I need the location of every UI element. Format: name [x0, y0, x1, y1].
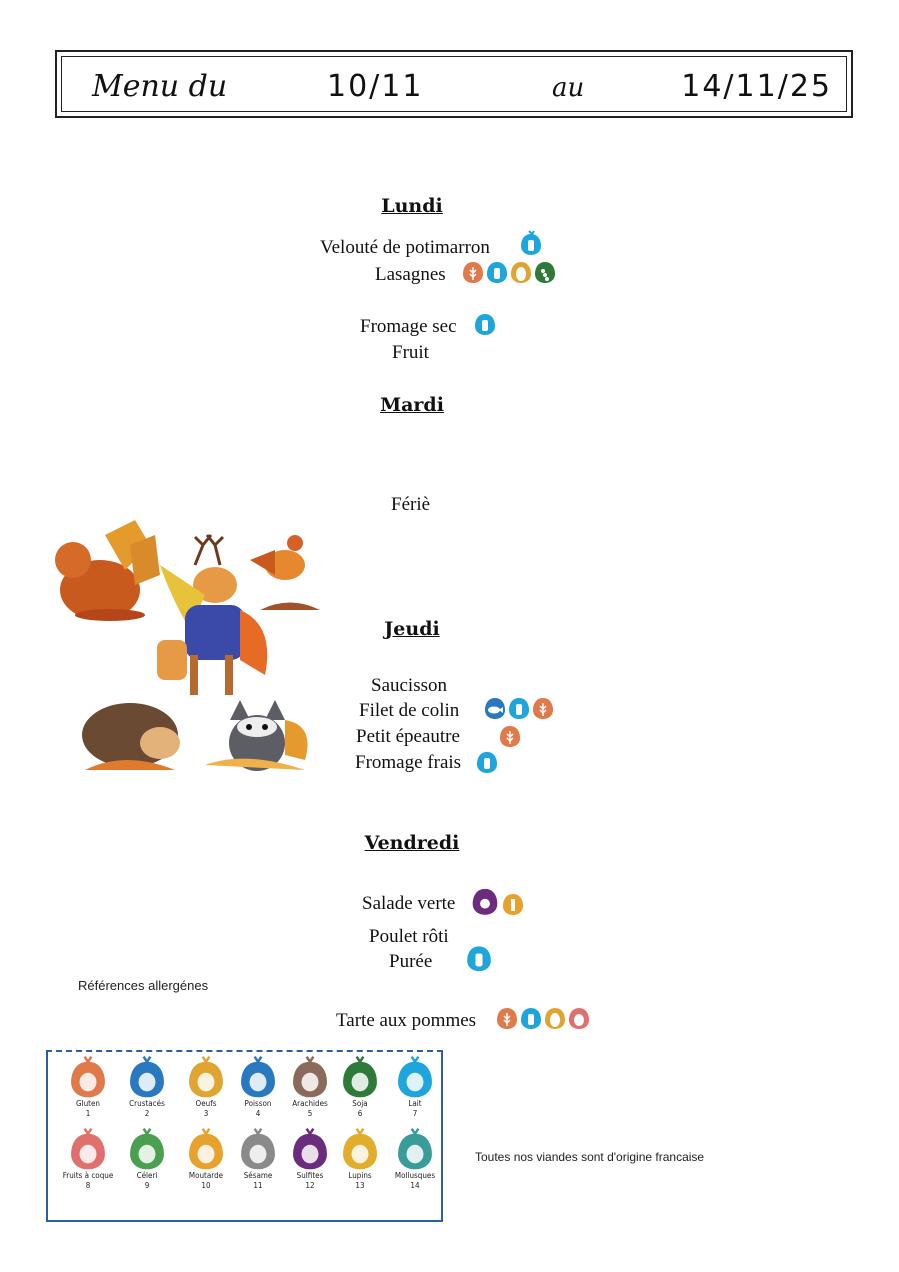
legend-item-lupins [330, 1127, 390, 1191]
gluten-icon [532, 694, 554, 720]
day-title-jeudi: Jeudi [384, 618, 440, 640]
fruits-a-coque-icon [69, 1127, 107, 1171]
dish-fruit: Fruit [392, 342, 429, 363]
dish-salade-verte: Salade verte [362, 893, 456, 914]
legend-number: 4 [255, 1109, 261, 1118]
arachides-icon [291, 1055, 329, 1099]
legend-number: 9 [144, 1181, 150, 1190]
sesame-icon [239, 1127, 277, 1171]
gluten-icon [499, 722, 521, 748]
day-title-vendredi: Vendredi [364, 832, 460, 854]
sulfites-icon [470, 884, 500, 916]
legend-number: 11 [253, 1181, 263, 1190]
legend-item-oeufs [176, 1055, 236, 1119]
legend-number: 14 [410, 1181, 420, 1190]
allergens-fromage-sec [474, 310, 496, 336]
legend-label: Lupins [348, 1171, 372, 1180]
allergens-puree [466, 940, 492, 974]
header-inner-frame [61, 56, 847, 112]
legend-number: 5 [307, 1109, 313, 1118]
menu-header [55, 50, 853, 118]
legend-item-moutarde [176, 1127, 236, 1191]
date-from: 10/11 [327, 69, 424, 104]
dish-fromage-sec: Fromage sec [360, 316, 457, 337]
date-to: 14/11/25 [681, 69, 832, 104]
soja-icon [534, 258, 556, 284]
allergens-lasagnes [462, 258, 556, 284]
lait-icon [520, 230, 542, 256]
day-title-mardi: Mardi [380, 394, 444, 416]
legend-number: 13 [355, 1181, 365, 1190]
moutarde-icon [502, 890, 524, 916]
mollusques-icon [396, 1127, 434, 1171]
oeufs-icon [510, 258, 532, 284]
legend-item-sesame [228, 1127, 288, 1191]
legend-label: Lait [408, 1099, 422, 1108]
dish-tarte-pommes: Tarte aux pommes [336, 1010, 477, 1031]
legend-item-celeri [117, 1127, 177, 1191]
day-title-lundi: Lundi [381, 195, 443, 217]
legend-number: 1 [85, 1109, 91, 1118]
legend-label: Moutarde [188, 1171, 224, 1180]
lait-icon [474, 310, 496, 336]
gluten-icon [496, 1004, 518, 1030]
gluten-icon [462, 258, 484, 284]
sulfites-icon [291, 1127, 329, 1171]
lait-icon [476, 748, 498, 774]
legend-title: Références allergénes [78, 978, 209, 993]
legend-label: Sésame [243, 1171, 273, 1180]
legend-label: Gluten [76, 1099, 100, 1108]
legend-label: Arachides [292, 1099, 328, 1108]
dish-veloute: Velouté de potimarron [320, 237, 490, 258]
lupins-icon [341, 1127, 379, 1171]
legend-label: Soja [352, 1099, 368, 1108]
allergens-salade-verte [470, 884, 524, 916]
lait-icon [396, 1055, 434, 1099]
dish-fromage-frais: Fromage frais [355, 752, 462, 773]
au-label: au [552, 73, 585, 103]
legend-label: Oeufs [195, 1099, 217, 1108]
celeri-icon [128, 1127, 166, 1171]
allergens-filet-colin [484, 694, 554, 720]
dish-petit-epeautre: Petit épeautre [356, 726, 460, 747]
dish-lasagnes: Lasagnes [375, 264, 446, 285]
legend-item-crustaces [117, 1055, 177, 1119]
legend-label: Sulfites [296, 1171, 324, 1180]
legend-number: 10 [201, 1181, 211, 1190]
legend-item-fruits-a-coque [58, 1127, 118, 1191]
dish-poulet-roti: Poulet rôti [369, 926, 449, 947]
menu-label: Menu du [92, 69, 228, 104]
legend-label: Crustacés [129, 1099, 165, 1108]
legend-number: 12 [305, 1181, 315, 1190]
legend-item-gluten [58, 1055, 118, 1119]
legend-label: Fruits à coque [62, 1171, 114, 1180]
oeufs-icon [187, 1055, 225, 1099]
allergens-petit-epeautre [499, 722, 521, 748]
poisson-icon [484, 694, 506, 720]
legend-item-mollusques [385, 1127, 445, 1191]
dish-filet-colin: Filet de colin [359, 700, 460, 721]
origin-note: Toutes nos viandes sont d'origine francaise [475, 1150, 705, 1164]
poisson-icon [239, 1055, 277, 1099]
legend-number: 7 [412, 1109, 418, 1118]
legend-number: 3 [203, 1109, 209, 1118]
allergens-tarte-pommes [496, 1004, 590, 1030]
mardi-ferie: Fériè [391, 494, 431, 515]
lait-icon [486, 258, 508, 284]
legend-label: Poisson [244, 1099, 272, 1108]
oeufs-icon [544, 1004, 566, 1030]
legend-label: Céleri [136, 1171, 158, 1180]
soja-icon [341, 1055, 379, 1099]
gluten-icon [69, 1055, 107, 1099]
autumn-animals-illustration [45, 515, 320, 780]
legend-number: 6 [357, 1109, 363, 1118]
legend-number: 8 [85, 1181, 91, 1190]
lait-icon [508, 694, 530, 720]
dish-saucisson: Saucisson [371, 675, 447, 696]
lait-icon [520, 1004, 542, 1030]
fruits-a-coque-icon [568, 1004, 590, 1030]
legend-top-border [46, 1050, 443, 1052]
dish-puree: Purée [389, 951, 433, 972]
allergens-veloute [520, 230, 542, 256]
lait-icon [466, 940, 492, 974]
legend-item-lait [385, 1055, 445, 1119]
legend-number: 2 [144, 1109, 150, 1118]
allergens-fromage-frais [476, 748, 498, 774]
legend-item-soja [330, 1055, 390, 1119]
moutarde-icon [187, 1127, 225, 1171]
legend-label: Mollusques [394, 1171, 436, 1180]
crustaces-icon [128, 1055, 166, 1099]
legend-item-poisson [228, 1055, 288, 1119]
